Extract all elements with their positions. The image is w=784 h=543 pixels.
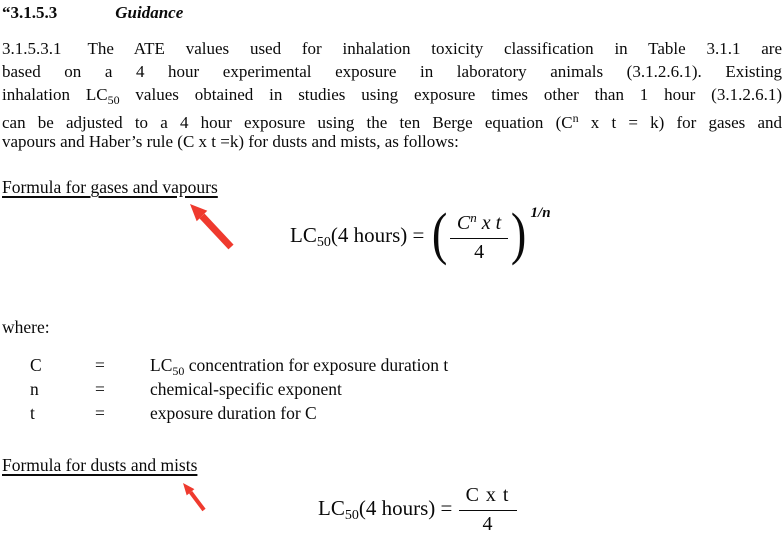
paragraph-line-3 [2, 83, 782, 106]
lc-subscript: 50 [172, 364, 185, 378]
lc-subscript: 50 [316, 235, 331, 250]
formula-lhs [318, 496, 458, 524]
var-xt: x t [476, 212, 502, 234]
paragraph-text: can be adjusted to a 4 hour exposure using the ten Berge equation (C [2, 112, 573, 132]
fraction-numerator: C x t [459, 484, 517, 511]
definition-row-t [0, 401, 560, 425]
definition-row-n [0, 377, 560, 401]
annotation-arrow-dusts-icon [177, 479, 211, 515]
superscript-n: n [572, 110, 579, 125]
paragraph-text: inhalation LC [2, 85, 108, 105]
paragraph-text: x t = k) for gases and [578, 112, 782, 132]
paragraph-line-4 [2, 107, 782, 130]
section-title: Guidance [115, 3, 184, 22]
definition-description: exposure duration for C [150, 403, 317, 423]
description-text: concentration for exposure duration t [184, 355, 449, 375]
equals-sign: = [95, 379, 105, 399]
gases-formula: $LC_{50}(4$ hours) = ( $\frac{C^n x t}{4}$ ) $^{1/n}$ [290, 201, 551, 266]
definition-symbol: C [30, 355, 42, 375]
definitions [0, 353, 560, 425]
paragraph-text: values obtained in studies using exposure times other than 1 hour (3.1.2.6.1) [119, 85, 782, 105]
definition-description: chemical-specific exponent [150, 379, 342, 399]
body-paragraph [2, 37, 782, 153]
dusts-section-heading: Formula for dusts and mists [2, 455, 198, 475]
paragraph-line-1 [2, 37, 782, 60]
fraction [459, 484, 517, 536]
where-label: where: [2, 317, 50, 337]
fraction-denominator: 4 [474, 241, 485, 263]
paragraph-line-5: vapours and Haber’s rule (C x t =k) for dusts and mists, as follows: [2, 131, 459, 151]
dusts-formula [318, 482, 518, 538]
exponent-n: n [470, 210, 477, 225]
paragraph-number: 3.1.5.3.1 [2, 39, 62, 58]
var-c: C [456, 212, 471, 234]
fraction-denominator: 4 [482, 513, 493, 535]
equals-sign: = [95, 403, 105, 423]
section-heading [2, 3, 183, 23]
gases-section-heading: Formula for gases and vapours [2, 177, 218, 197]
section-number: “3.1.5.3 [2, 3, 58, 22]
paragraph-line-2: based on a 4 hour experimental exposure in laboratory animals (3.1.2.6.1). Existing [2, 62, 782, 82]
lc-label: LC [150, 355, 173, 375]
definition-symbol: n [30, 379, 39, 399]
four-hours-label: (4 hours) = [358, 496, 458, 520]
lc-label: LC [318, 496, 345, 520]
arrow-shaft [191, 492, 204, 510]
arrow-shaft [202, 216, 231, 247]
paragraph-text: The ATE values used for inhalation toxicity classification in Table 3.1.1 are [87, 39, 782, 58]
four-hours-label: (4 hours) = [330, 223, 430, 247]
fraction [450, 210, 508, 264]
lc-subscript: 50 [344, 508, 359, 523]
fraction-numerator [450, 210, 508, 239]
equals-sign: = [95, 355, 105, 375]
definition-symbol: t [30, 403, 35, 423]
annotation-arrow-gases-icon [185, 200, 241, 256]
definition-row-c [0, 353, 560, 377]
outer-exponent: 1/n [530, 204, 551, 221]
formula-lhs [290, 223, 430, 251]
lc-label: LC [290, 223, 317, 247]
subscript-50: 50 [107, 93, 120, 108]
